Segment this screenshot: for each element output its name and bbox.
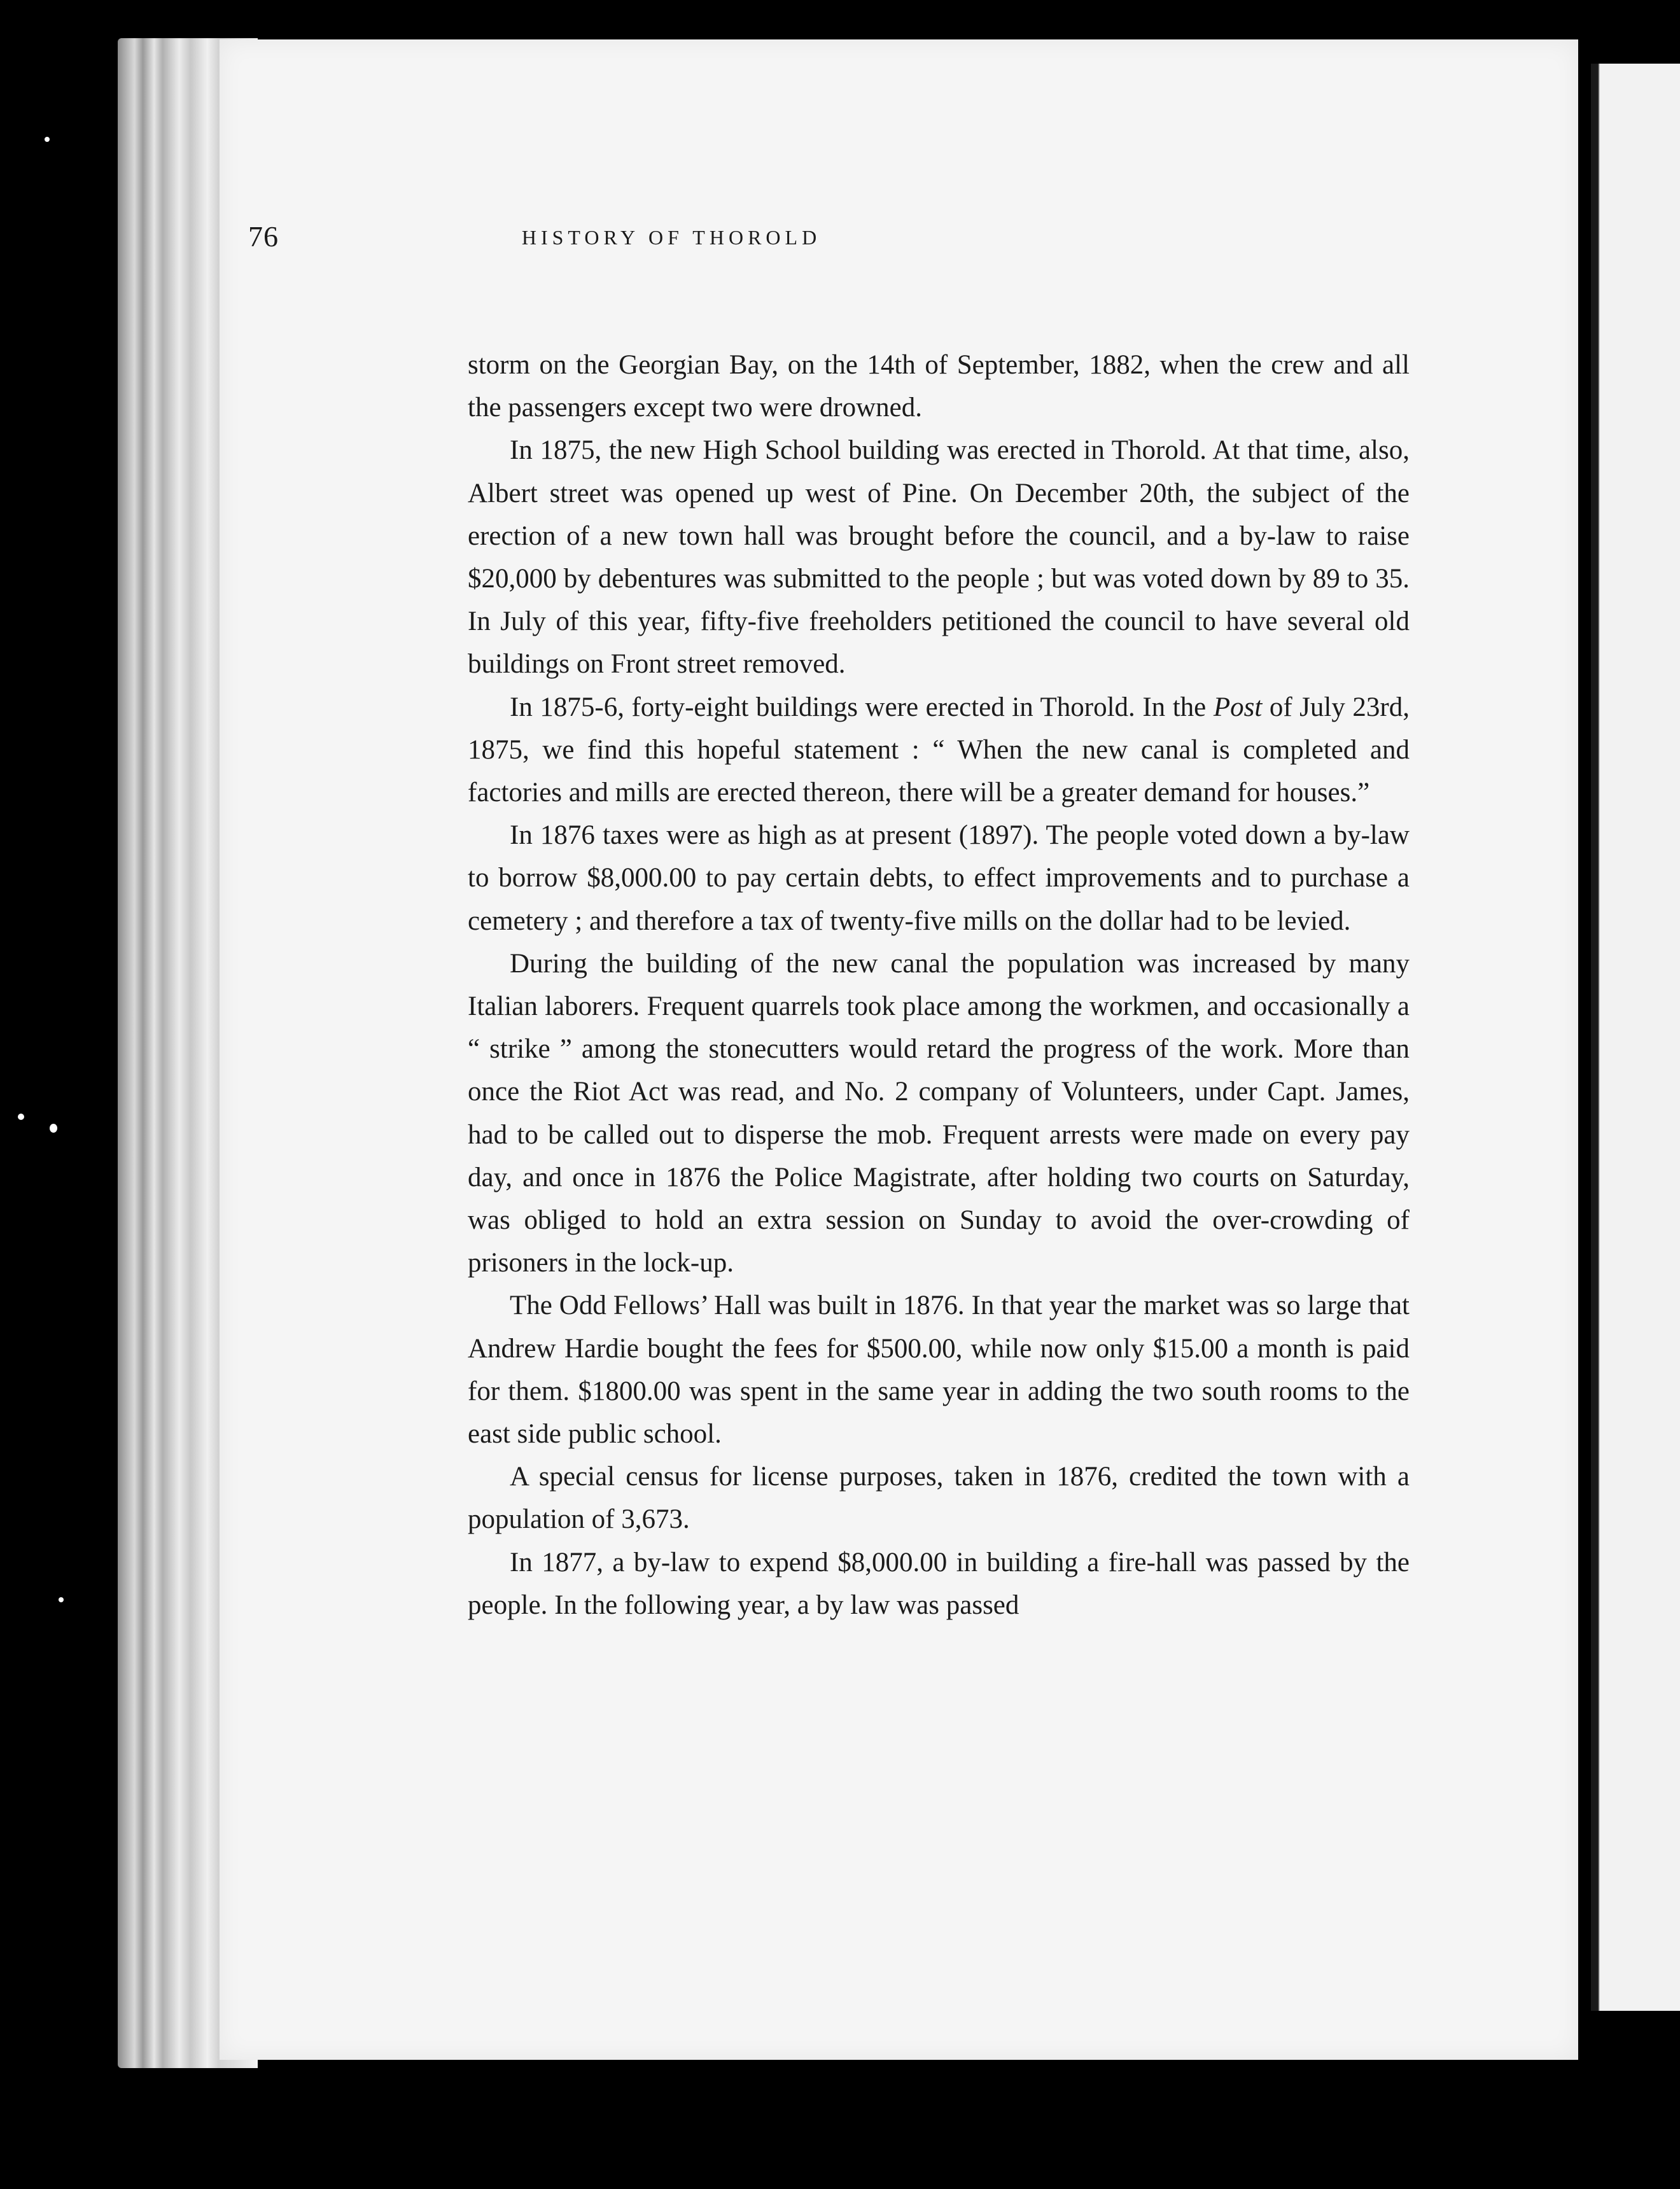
paragraph-text: of July 23rd, 1875, we find this hopeful statement : “ When the new canal is completed and factories and mills are erected thereon, there will be a greater demand for houses.” [468, 692, 1410, 808]
scan-speck [50, 1124, 57, 1133]
newspaper-title: Post [1213, 692, 1263, 722]
scan-speck [45, 137, 50, 142]
paragraph: In 1875, the new High School building was erected in Thorold. At that time, also, Albert street was opened up west of Pine. On December 20th, the subject of the erection of a new town hall was brought before the council, and a by-law to raise $20,000 by debentures was submitted to the people ; but was voted down by 89 to 35. In July of this year, fifty-five freeholders petitioned the council to have several old buildings on Front street removed. [468, 435, 1410, 680]
scan-speck [59, 1597, 64, 1602]
paragraph: In 1876 taxes were as high as at present (1897). The people voted down a by-law to borrow $8,000.00 to pay certain debts, to effect improvements and to purchase a cemetery ; and therefore a tax of twenty-five mills on the dollar had to be levied. [468, 820, 1410, 936]
page-number: 76 [248, 220, 279, 253]
paragraph: storm on the Georgian Bay, on the 14th of September, 1882, when the crew and all the passengers except two were drowned. [468, 350, 1410, 423]
paragraph: A special census for license purposes, taken in 1876, credited the town with a population of 3,673. [468, 1462, 1410, 1535]
paragraph-text: In 1875-6, forty-eight buildings were erected in Thorold. In the [510, 692, 1214, 722]
scan-speck [18, 1114, 24, 1120]
paragraph [468, 686, 1410, 815]
paragraph: During the building of the new canal the population was increased by many Italian laborers. Frequent quarrels took place among the workmen, and occasionally a “ strike ” among the stonecutters would retard the progress of the work. More than once the Riot Act was read, and No. 2 company of Volunteers, under Capt. James, had to be called out to disperse the mob. Frequent arrests were made on every pay day, and once in 1876 the Police Magistrate, after holding two courts on Saturday, was obliged to hold an extra session on Sunday to avoid the over-crowding of prisoners in the lock-up. [468, 948, 1410, 1278]
body-text [468, 344, 1410, 1626]
facing-page-edge [1591, 64, 1680, 2011]
paragraph: The Odd Fellows’ Hall was built in 1876. In that year the market was so large that Andrew Hardie bought the fees for $500.00, while now only $15.00 a month is paid for them. $1800.00 was spent in the same year in adding the two south rooms to the east side public school. [468, 1290, 1410, 1450]
paragraph: In 1877, a by-law to expend $8,000.00 in building a fire-hall was passed by the people. In the following year, a by law was passed [468, 1547, 1410, 1620]
running-title: HISTORY OF THOROLD [521, 226, 822, 249]
page-header [248, 220, 1095, 270]
